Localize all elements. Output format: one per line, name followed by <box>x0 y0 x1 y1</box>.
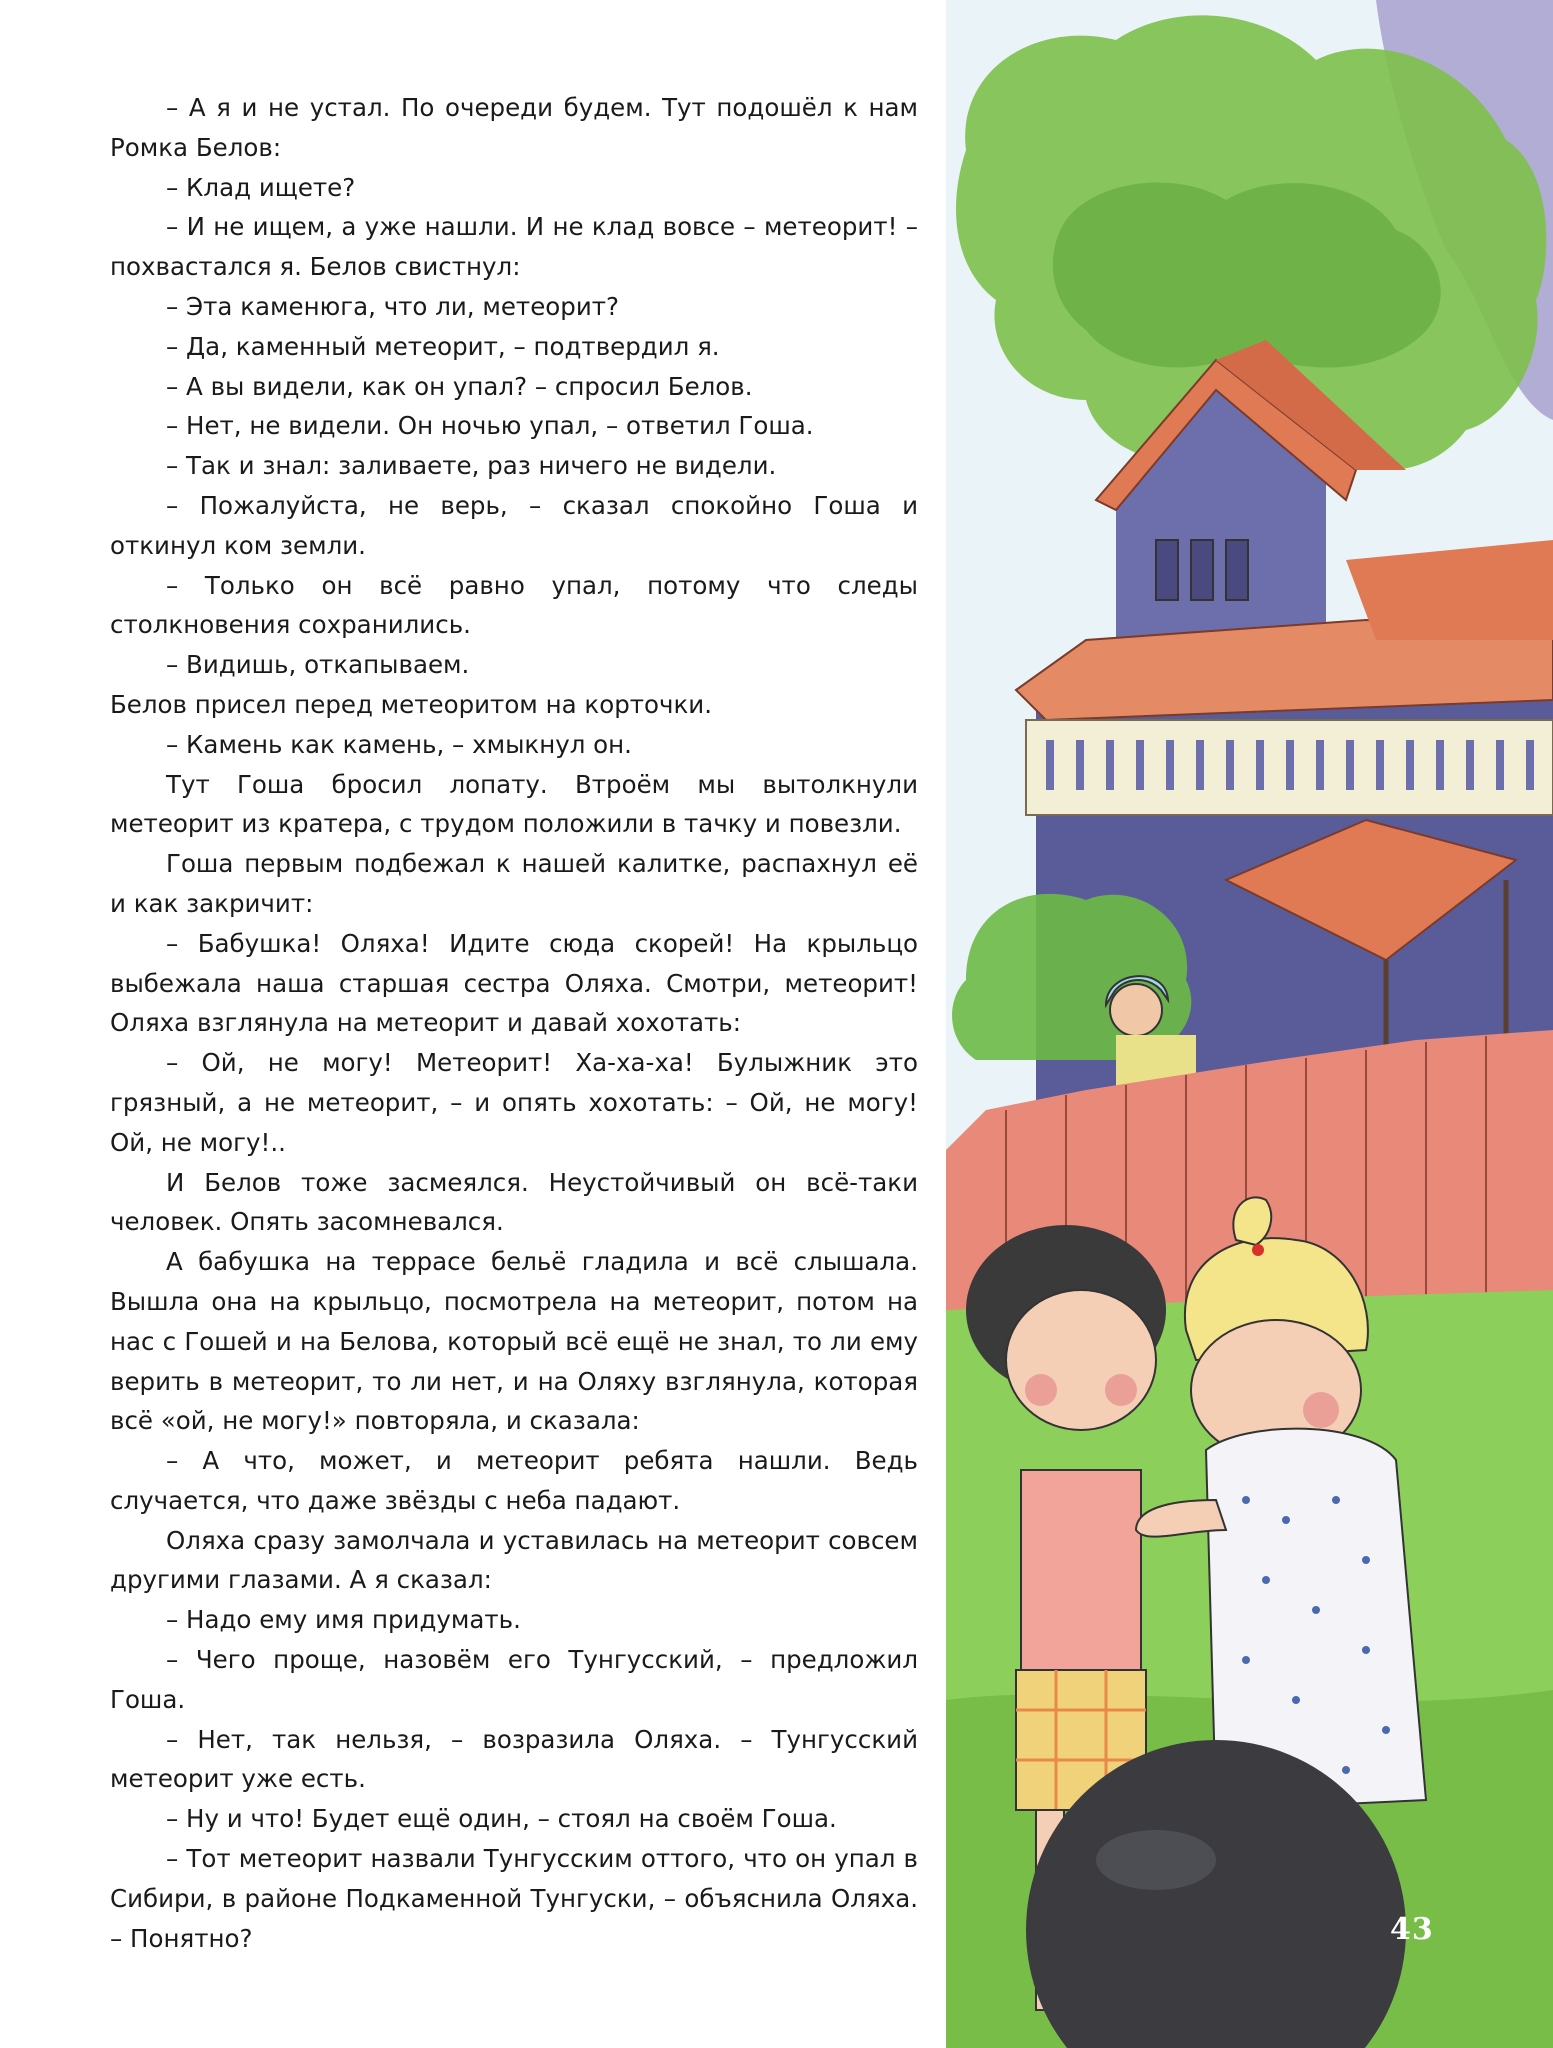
paragraph: – Ой, не могу! Метеорит! Ха-ха-ха! Булыжник это грязный, а не метеорит, – и опять хохотать: – Ой, не могу! Ой, не могу!.. <box>110 1048 918 1157</box>
boy-shirt <box>1021 1470 1141 1680</box>
window <box>1191 540 1213 600</box>
boy-cheek <box>1105 1374 1137 1406</box>
story-text <box>110 88 918 1958</box>
girl-cheek <box>1303 1392 1339 1428</box>
paragraph: Белов присел перед метеоритом на корточки. <box>110 689 712 719</box>
page-number: 43 <box>1390 1912 1434 1947</box>
paragraph: – А я и не устал. По очереди будем. Тут подошёл к нам Ромка Белов: <box>110 93 918 162</box>
paragraph: И Белов тоже засмеялся. Неустойчивый он всё-таки человек. Опять засомневался. <box>110 1167 918 1237</box>
watercolor-illustration <box>946 0 1553 2048</box>
paragraph: – Надо ему имя придумать. <box>166 1605 521 1635</box>
paragraph: – Бабушка! Оляха! Идите сюда скорей! На крыльцо выбежала наша старшая сестра Оляха. Смотри, метеорит! Оляха взглянула на метеорит и давай хохотать: <box>110 928 918 1038</box>
paragraph: А бабушка на террасе бельё гладила и всё слышала. Вышла она на крыльцо, посмотрела на метеорит, потом на нас с Гошей и на Белова, который всё ещё не знал, то ли ему верить в метеорит, то ли нет, и на Оляху взглянула, которая всё «ой, не могу!» повторяла, и сказала: <box>110 1247 918 1436</box>
window <box>1156 540 1178 600</box>
paragraph: – Эта каменюга, что ли, метеорит? <box>166 291 620 321</box>
paragraph: Гоша первым подбежал к нашей калитке, распахнул её и как закричит: <box>110 849 918 918</box>
paragraph: Тут Гоша бросил лопату. Втроём мы вытолкнули метеорит из кратера, с трудом положили в тачку и повезли. <box>110 769 918 839</box>
paragraph: Оляха сразу замолчала и уставилась на метеорит совсем другими глазами. А я сказал: <box>110 1525 918 1595</box>
girl-hairtie <box>1252 1244 1264 1256</box>
paragraph: – Видишь, откапываем. <box>166 650 470 680</box>
paragraph: – А вы видели, как он упал? – спросил Белов. <box>166 371 753 401</box>
paragraph: – Тот метеорит назвали Тунгусским оттого, что он упал в Сибири, в районе Подкаменной Тунгуски, – объяснила Оляха. – Понятно? <box>110 1844 918 1953</box>
grandmother-head <box>1110 984 1162 1036</box>
paragraph: – А что, может, и метеорит ребята нашли. Ведь случается, что даже звёзды с неба падают. <box>110 1446 918 1515</box>
paragraph: – Ну и что! Будет ещё один, – стоял на своём Гоша. <box>166 1804 837 1834</box>
paragraph: – Чего проще, назовём его Тунгусский, – предложил Гоша. <box>110 1645 918 1714</box>
paragraph: – Пожалуйста, не верь, – сказал спокойно Гоша и откинул ком земли. <box>110 490 918 560</box>
paragraph: – Камень как камень, – хмыкнул он. <box>166 729 632 759</box>
paragraph: – Клад ищете? <box>166 172 356 202</box>
paragraph: – Нет, не видели. Он ночью упал, – ответил Гоша. <box>166 411 814 441</box>
paragraph: – Да, каменный метеорит, – подтвердил я. <box>166 331 720 361</box>
paragraph: – Нет, так нельзя, – возразила Оляха. – Тунгусский метеорит уже есть. <box>110 1724 918 1794</box>
boy-cheek <box>1025 1374 1057 1406</box>
boy-face <box>1006 1290 1156 1430</box>
window <box>1226 540 1248 600</box>
meteorite-highlight <box>1096 1830 1216 1890</box>
paragraph: – И не ищем, а уже нашли. И не клад вовсе – метеорит! – похвастался я. Белов свистнул: <box>110 212 918 282</box>
paragraph: – Только он всё равно упал, потому что следы столкновения сохранились. <box>110 570 918 640</box>
paragraph: – Так и знал: заливаете, раз ничего не видели. <box>166 451 777 481</box>
